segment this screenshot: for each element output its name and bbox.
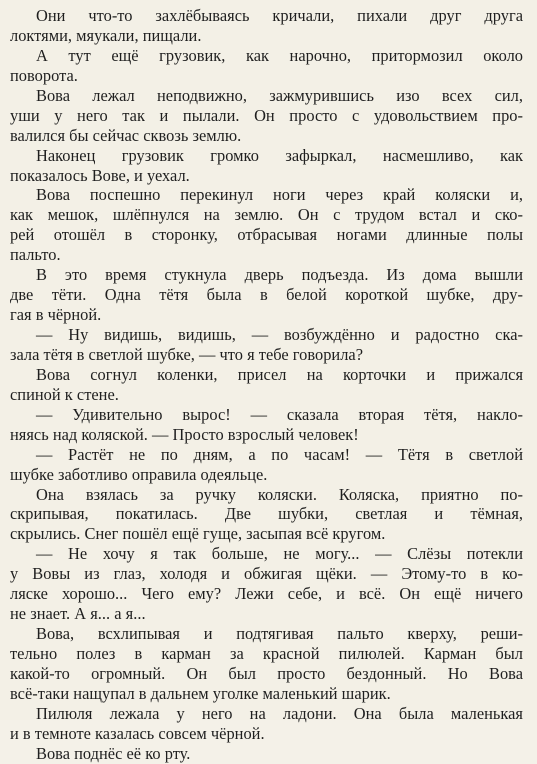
text-line: локтями, мяукали, пищали.	[10, 25, 202, 45]
text-line: Она взялась за ручку коляски. Коляска, приятно по-	[36, 484, 523, 504]
text-line: няясь над коляской. — Просто взрослый человек!	[10, 424, 359, 444]
text-line: у Вовы из глаз, холодя и обжигая щёки. — Этому-то в ко-	[10, 564, 523, 584]
text-line: всё-таки нащупал в дальнем уголке маленький шарик.	[10, 683, 391, 703]
text-line: показалось Вове, и уехал.	[10, 165, 190, 185]
text-line: — Удивительно вырос! — сказала вторая тётя, накло-	[36, 404, 523, 424]
text-line: две тёти. Одна тётя была в белой короткой шубке, дру-	[10, 285, 523, 305]
page-text	[10, 6, 523, 764]
text-line: валился бы сейчас сквозь землю.	[10, 125, 242, 145]
text-line: и в темноте казалась совсем чёрной.	[10, 723, 265, 743]
text-line: спиной к стене.	[10, 384, 119, 404]
text-line: — Растёт не по дням, а по часам! — Тётя в светлой	[36, 444, 523, 464]
text-line: Пилюля лежала у него на ладони. Она была маленькая	[36, 703, 523, 723]
text-line: Вова, всхлипывая и подтягивая пальто кверху, реши-	[36, 624, 523, 644]
text-line: тельно полез в карман за красной пилюлей. Карман был	[10, 644, 523, 663]
text-line: гая в чёрной.	[10, 305, 102, 325]
text-line: — Не хочу я так больше, не могу... — Слёзы потекли	[36, 544, 523, 564]
text-line: Они что-то захлёбываясь кричали, пихали друг друга	[36, 6, 523, 25]
text-line: рей отошёл в сторонку, отбрасывая ногами длинные полы	[10, 225, 523, 245]
text-line: скрипывая, покатилась. Две шубки, светлая и тёмная,	[10, 504, 523, 524]
text-line: какой-то огромный. Он был просто бездонный. Но Вова	[10, 663, 523, 683]
text-line: поворота.	[10, 65, 78, 85]
text-line: В это время стукнула дверь подъезда. Из дома вышли	[36, 265, 523, 285]
text-line: Вова согнул коленки, присел на корточки и прижался	[36, 364, 523, 384]
text-line: — Ну видишь, видишь, — возбуждённо и радостно ска-	[36, 325, 523, 344]
text-line: зала тётя в светлой шубке, — что я тебе говорила?	[10, 344, 364, 364]
text-line: А тут ещё грузовик, как нарочно, притормозил около	[36, 45, 523, 65]
text-line: пальто.	[10, 245, 61, 265]
text-line: уши у него так и пылали. Он просто с удовольствием про-	[10, 105, 523, 125]
text-line: Вова поспешно перекинул ноги через край коляски и,	[36, 185, 523, 205]
text-line: Наконец грузовик громко зафыркал, насмешливо, как	[36, 145, 523, 165]
text-line: Вова поднёс её ко рту.	[36, 743, 191, 763]
text-line: ляске хорошо... Чего ему? Лежи себе, и всё. Он ещё ничего	[10, 584, 523, 604]
text-line: шубке заботливо оправила одеяльце.	[10, 464, 268, 484]
text-line: как мешок, шлёпнулся на землю. Он с трудом встал и ско-	[10, 205, 523, 225]
text-line: Вова лежал неподвижно, зажмурившись изо всех сил,	[36, 85, 523, 105]
text-line: не знает. А я... а я...	[10, 604, 146, 624]
text-line: скрылись. Снег пошёл ещё гуще, засыпая всё кругом.	[10, 524, 386, 544]
